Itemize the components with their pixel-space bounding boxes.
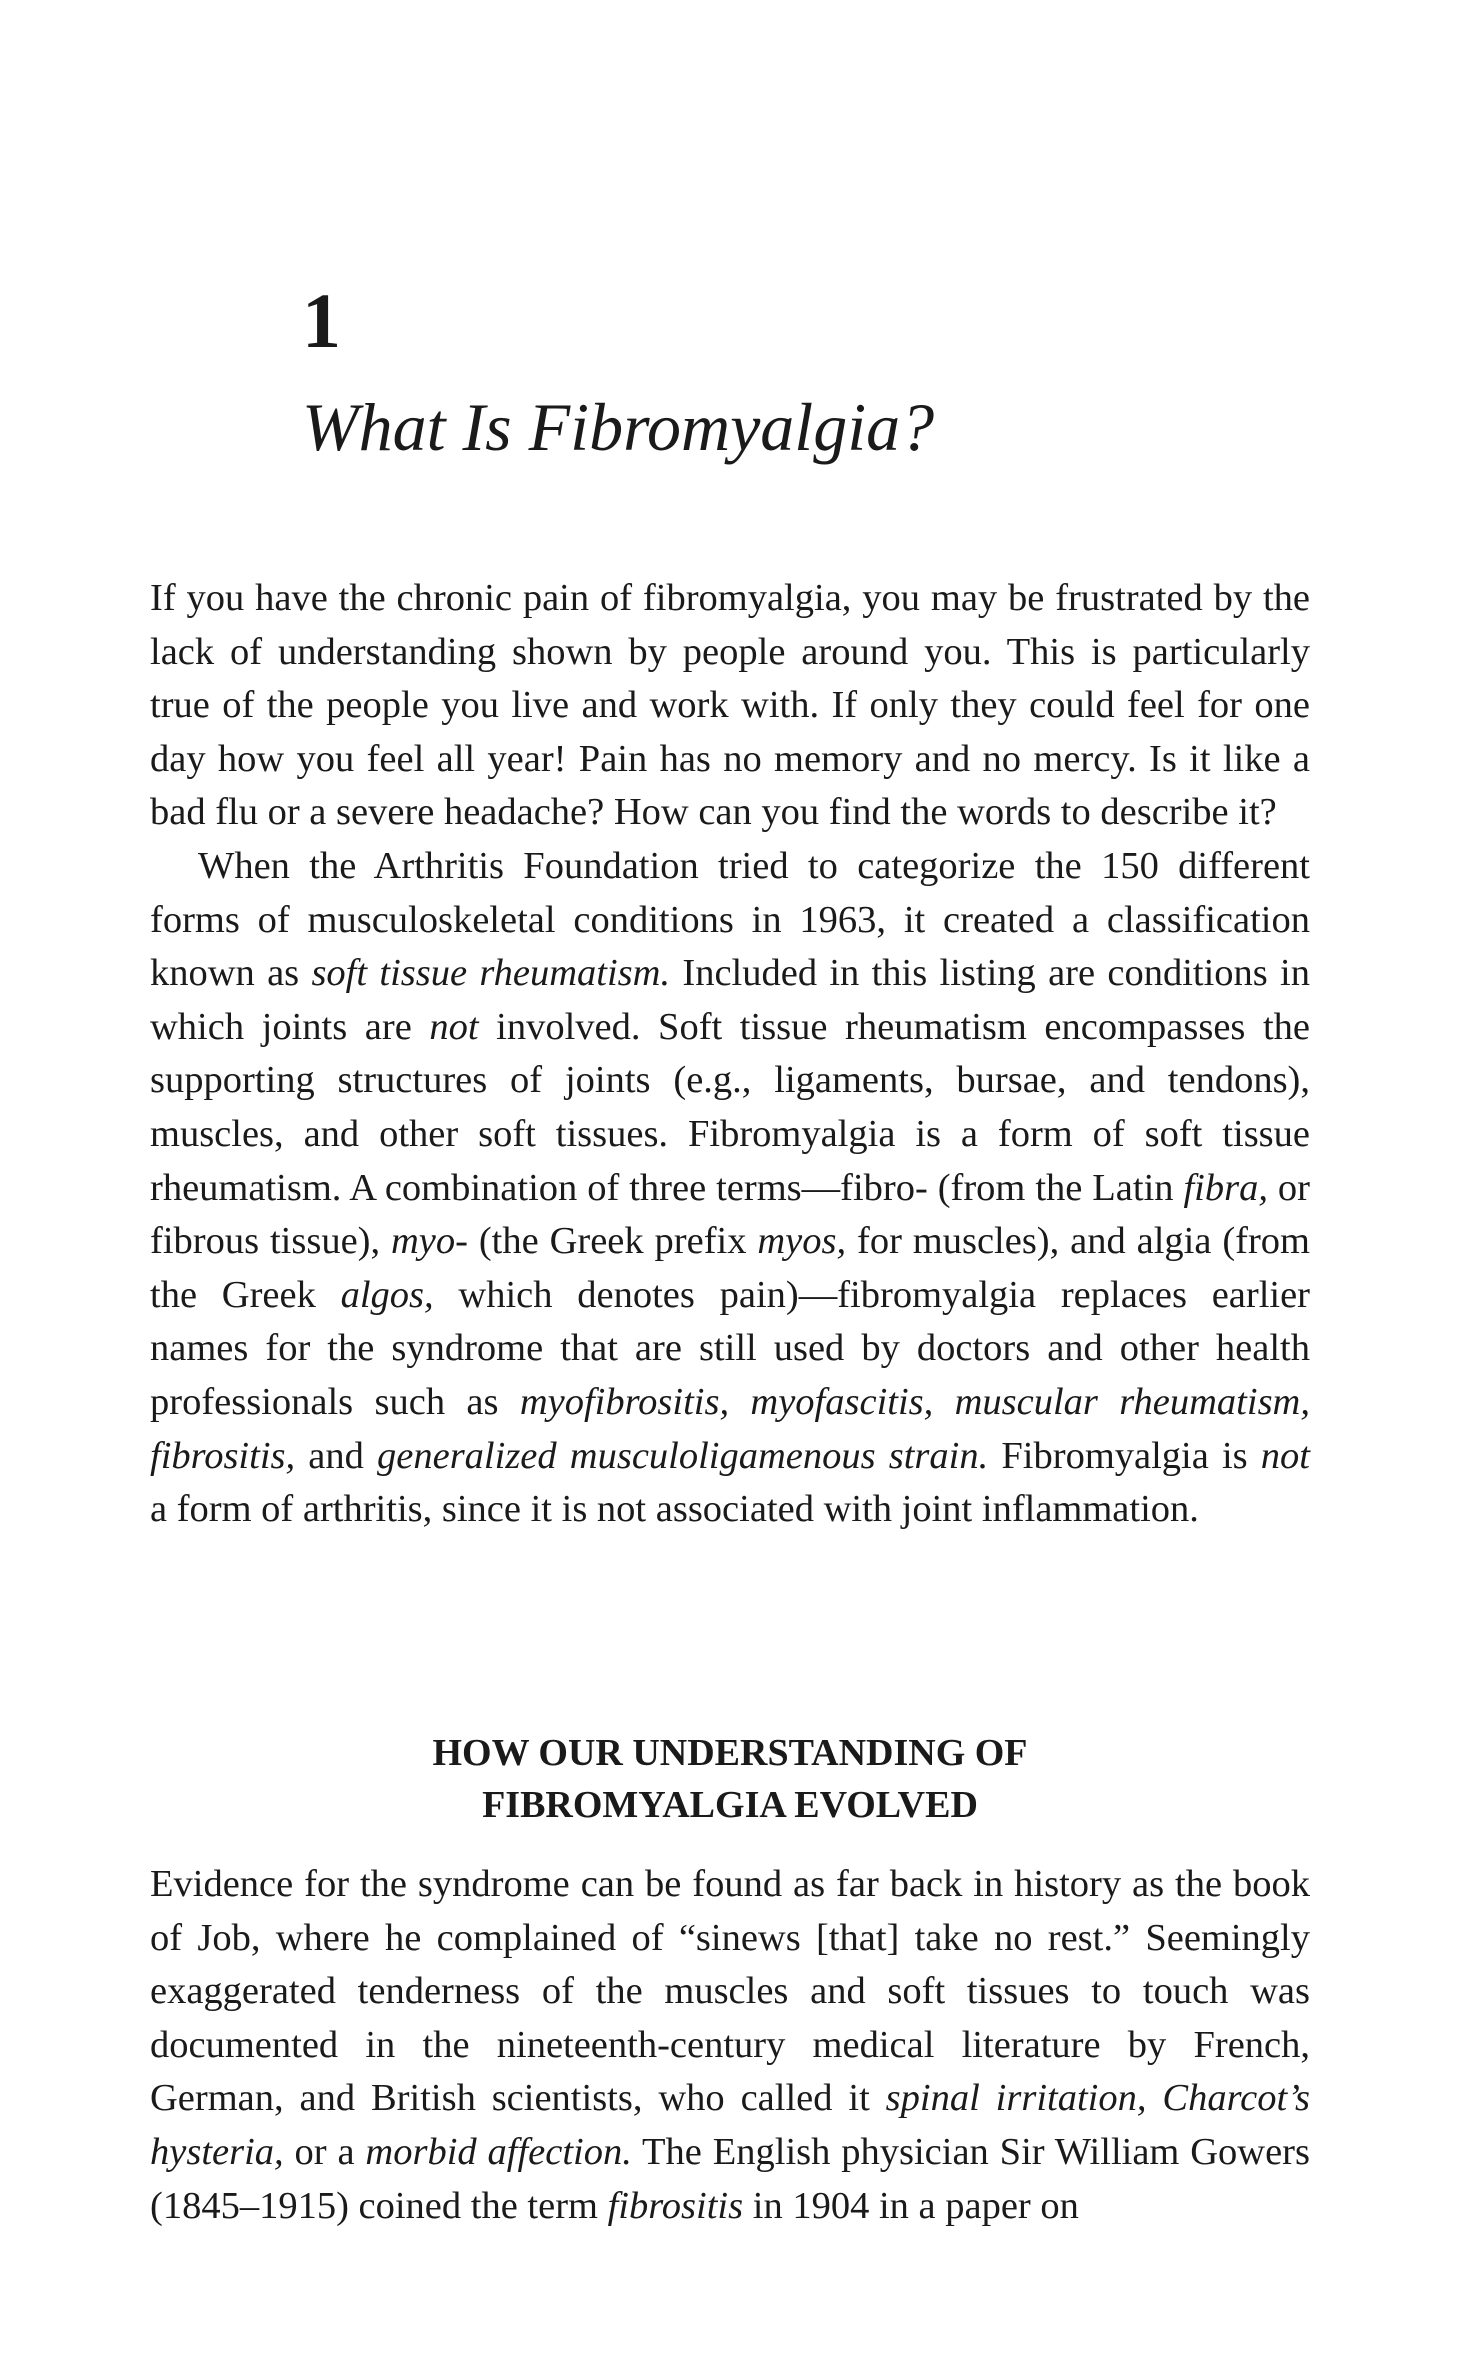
section-heading-line-1: HOW OUR UNDERSTANDING OF bbox=[432, 1732, 1028, 1774]
emphasis-term: myos, bbox=[757, 1220, 847, 1263]
emphasis-term: fibrositis bbox=[607, 2184, 744, 2227]
emphasis-term: algos, bbox=[340, 1273, 434, 1316]
section-heading bbox=[150, 1727, 1310, 1831]
text-run: When the Arthritis Foundation tried to categorize the 150 different forms of musculoskeletal conditions in 1963, it created a classification known as bbox=[150, 844, 1310, 995]
emphasis-term: not bbox=[429, 1005, 479, 1048]
chapter-number: 1 bbox=[302, 277, 341, 364]
emphasis-term: soft tissue rheumatism. bbox=[311, 952, 671, 995]
paragraph-intro-1: If you have the chronic pain of fibromyalgia, you may be frustrated by the lack of understanding shown by people around you. This is particularly true of the people you live and work with. If only they could feel for one day how you feel all year! Pain has no memory and no mercy. Is it like a bad flu or a severe headache? How can you find the words to describe it? bbox=[150, 577, 1310, 834]
emphasis-term: morbid affection. bbox=[365, 2130, 632, 2173]
emphasis-term: not bbox=[1260, 1434, 1310, 1477]
section-text bbox=[150, 1858, 1310, 2233]
text-run: for muscles), and algia (from the Greek bbox=[150, 1220, 1310, 1316]
paragraph-intro-2 bbox=[150, 840, 1310, 1537]
section-heading-line-2: FIBROMYALGIA EVOLVED bbox=[482, 1784, 978, 1826]
text-run: (the Greek prefix bbox=[467, 1220, 758, 1263]
text-run: involved. Soft tissue rheumatism encompasses the supporting structures of joints (e.g., ligaments, bursae, and tendons), muscles, and other soft tissues. Fibromyalgia is a form of soft tissue rheumatism. A combination of three terms—fibro- (from the Latin bbox=[150, 1005, 1310, 1209]
text-run: which denotes pain)—fibromyalgia replaces earlier names for the syndrome that are still used by doctors and other health professionals such as bbox=[150, 1273, 1310, 1423]
text-run: a form of arthritis, since it is not associated with joint inflammation. bbox=[150, 1488, 1199, 1531]
text-run: and bbox=[295, 1434, 378, 1477]
intro-text bbox=[150, 572, 1310, 1537]
text-run: Evidence for the syndrome can be found as far back in history as the book of Job, where he complained of “sinews [that] take no rest.” Seemingly exaggerated tenderness of the muscles and soft tissues to touch was documented in the nineteenth-century medical literature by French, German, and British scientists, who called it bbox=[150, 1863, 1310, 2120]
emphasis-term: fibra, bbox=[1183, 1166, 1268, 1209]
emphasis-term: generalized musculoligamenous strain. bbox=[377, 1434, 989, 1477]
text-run: Fibromyalgia is bbox=[988, 1434, 1261, 1477]
emphasis-term: myo- bbox=[391, 1220, 468, 1263]
text-run: or a bbox=[283, 2130, 366, 2173]
text-run: or fibrous tissue), bbox=[150, 1166, 1310, 1263]
text-run: in 1904 in a paper on bbox=[743, 2184, 1079, 2227]
chapter-title: What Is Fibromyalgia? bbox=[302, 389, 935, 465]
text-run: Included in this listing are conditions in which joints are bbox=[150, 952, 1311, 1048]
paragraph-section-1 bbox=[150, 1858, 1310, 2233]
emphasis-term: myofibrositis, myofascitis, muscular rheumatism, fibrositis, bbox=[150, 1380, 1310, 1477]
emphasis-term: spinal irritation, Charcot’s hysteria, bbox=[150, 2077, 1310, 2173]
text-run: The English physician Sir William Gowers (1845–1915) coined the term bbox=[150, 2130, 1310, 2227]
